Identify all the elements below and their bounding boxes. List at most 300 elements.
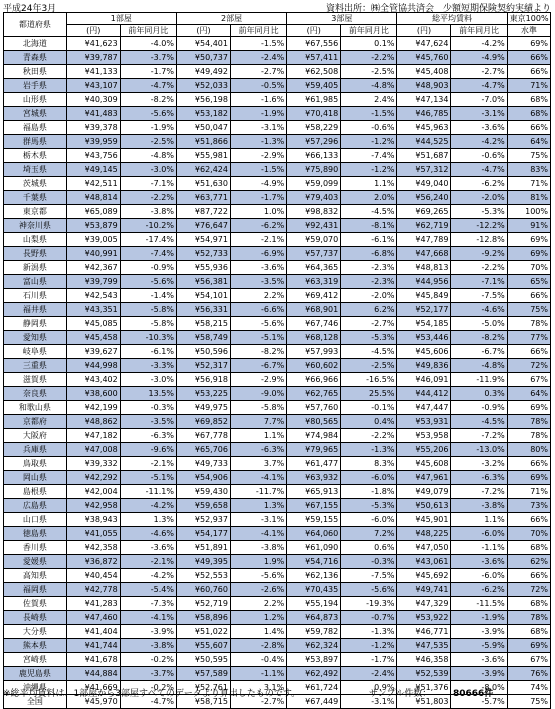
cell-1room-yoy: -6.3% — [120, 429, 176, 443]
cell-1room-rent: ¥42,778 — [66, 583, 120, 597]
cell-tokyo-level: 81% — [507, 191, 550, 205]
cell-1room-rent: ¥39,787 — [66, 51, 120, 65]
cell-2room-yoy: -0.4% — [230, 653, 286, 667]
cell-1room-yoy: -7.1% — [120, 177, 176, 191]
cell-1room-yoy: -0.9% — [120, 261, 176, 275]
cell-3room-rent: ¥66,133 — [287, 149, 341, 163]
cell-tokyo-level: 73% — [507, 499, 550, 513]
cell-2room-yoy: -8.2% — [230, 345, 286, 359]
table-row — [4, 611, 551, 625]
cell-3room-rent: ¥79,403 — [287, 191, 341, 205]
cell-tokyo-level: 66% — [507, 289, 550, 303]
table-row — [4, 415, 551, 429]
cell-2room-yoy: -1.9% — [230, 107, 286, 121]
cell-2room-yoy: -3.1% — [230, 121, 286, 135]
cell-2room-yoy: 3.7% — [230, 457, 286, 471]
cell-3room-rent: ¥58,229 — [287, 121, 341, 135]
cell-tokyo-level: 69% — [507, 401, 550, 415]
cell-avg-rent: ¥45,901 — [397, 513, 451, 527]
cell-3room-rent: ¥54,716 — [287, 555, 341, 569]
cell-avg-rent: ¥49,836 — [397, 359, 451, 373]
cell-3room-yoy: -1.3% — [341, 625, 397, 639]
cell-1room-yoy: -1.9% — [120, 121, 176, 135]
cell-prefecture: 岐阜県 — [4, 345, 67, 359]
cell-2room-rent: ¥62,424 — [176, 163, 230, 177]
cell-prefecture: 滋賀県 — [4, 373, 67, 387]
cell-avg-rent: ¥44,412 — [397, 387, 451, 401]
cell-3room-yoy: -5.6% — [341, 583, 397, 597]
table-row — [4, 331, 551, 345]
cell-3room-rent: ¥59,070 — [287, 233, 341, 247]
table-row — [4, 485, 551, 499]
cell-prefecture: 全国 — [4, 695, 67, 709]
cell-tokyo-level: 80% — [507, 443, 550, 457]
cell-tokyo-level: 68% — [507, 597, 550, 611]
cell-1room-yoy: -1.4% — [120, 289, 176, 303]
cell-avg-rent: ¥46,091 — [397, 373, 451, 387]
cell-2room-rent: ¥54,101 — [176, 289, 230, 303]
table-row — [4, 597, 551, 611]
table-row — [4, 107, 551, 121]
table-row — [4, 569, 551, 583]
cell-prefecture: 新潟県 — [4, 261, 67, 275]
cell-1room-rent: ¥40,991 — [66, 247, 120, 261]
cell-avg-rent: ¥45,408 — [397, 65, 451, 79]
cell-tokyo-level: 69% — [507, 471, 550, 485]
cell-2room-rent: ¥87,722 — [176, 205, 230, 219]
cell-1room-rent: ¥48,862 — [66, 415, 120, 429]
cell-3room-yoy: -6.1% — [341, 233, 397, 247]
cell-3room-rent: ¥70,435 — [287, 583, 341, 597]
cell-1room-yoy: -4.6% — [120, 527, 176, 541]
cell-3room-yoy: -0.6% — [341, 121, 397, 135]
cell-3room-rent: ¥68,901 — [287, 303, 341, 317]
cell-1room-yoy: 13.5% — [120, 387, 176, 401]
table-row — [4, 625, 551, 639]
subheader-yoy: 前年同月比 — [230, 25, 286, 37]
cell-1room-yoy: -0.2% — [120, 653, 176, 667]
cell-2room-rent: ¥54,401 — [176, 37, 230, 51]
cell-1room-yoy: -4.7% — [120, 79, 176, 93]
table-row — [4, 527, 551, 541]
cell-avg-rent: ¥57,312 — [397, 163, 451, 177]
cell-2room-rent: ¥51,866 — [176, 135, 230, 149]
cell-3room-yoy: 2.0% — [341, 191, 397, 205]
cell-2room-yoy: -6.9% — [230, 247, 286, 261]
cell-1room-yoy: -3.6% — [120, 541, 176, 555]
cell-prefecture: 大阪府 — [4, 429, 67, 443]
source-note: 資料出所：㈱全管協共済会 少額短期保険契約実績より — [325, 4, 551, 14]
cell-prefecture: 東京都 — [4, 205, 67, 219]
cell-avg-yoy: -4.5% — [451, 415, 507, 429]
cell-1room-rent: ¥47,182 — [66, 429, 120, 443]
cell-prefecture: 佐賀県 — [4, 597, 67, 611]
cell-2room-rent: ¥59,658 — [176, 499, 230, 513]
subheader-yoy: 前年同月比 — [120, 25, 176, 37]
cell-avg-rent: ¥47,134 — [397, 93, 451, 107]
cell-2room-rent: ¥51,891 — [176, 541, 230, 555]
cell-2room-yoy: -1.3% — [230, 135, 286, 149]
cell-tokyo-level: 66% — [507, 569, 550, 583]
cell-3room-rent: ¥74,984 — [287, 429, 341, 443]
cell-avg-rent: ¥44,956 — [397, 275, 451, 289]
table-row — [4, 163, 551, 177]
cell-avg-rent: ¥49,079 — [397, 485, 451, 499]
cell-2room-yoy: -3.6% — [230, 261, 286, 275]
cell-3room-yoy: -1.8% — [341, 485, 397, 499]
cell-prefecture: 山梨県 — [4, 233, 67, 247]
cell-tokyo-level: 68% — [507, 541, 550, 555]
cell-1room-rent: ¥41,404 — [66, 625, 120, 639]
cell-avg-rent: ¥51,687 — [397, 149, 451, 163]
cell-3room-rent: ¥68,128 — [287, 331, 341, 345]
cell-3room-rent: ¥70,418 — [287, 107, 341, 121]
col-header-avg: 総平均賃料 — [397, 13, 507, 25]
cell-2room-rent: ¥76,647 — [176, 219, 230, 233]
cell-2room-rent: ¥52,033 — [176, 79, 230, 93]
cell-avg-rent: ¥49,741 — [397, 583, 451, 597]
col-header-2room: 2部屋 — [176, 13, 286, 25]
cell-1room-rent: ¥42,543 — [66, 289, 120, 303]
cell-3room-yoy: -8.1% — [341, 219, 397, 233]
cell-avg-yoy: -5.0% — [451, 317, 507, 331]
cell-prefecture: 埼玉県 — [4, 163, 67, 177]
cell-tokyo-level: 70% — [507, 261, 550, 275]
cell-tokyo-level: 74% — [507, 681, 550, 695]
cell-tokyo-level: 69% — [507, 247, 550, 261]
cell-3room-yoy: -7.5% — [341, 569, 397, 583]
cell-avg-rent: ¥51,376 — [397, 681, 451, 695]
cell-avg-rent: ¥47,789 — [397, 233, 451, 247]
cell-avg-rent: ¥69,265 — [397, 205, 451, 219]
cell-avg-rent: ¥53,931 — [397, 415, 451, 429]
subheader-yen: (円) — [287, 25, 341, 37]
cell-avg-yoy: -5.7% — [451, 695, 507, 709]
subheader-yen: (円) — [176, 25, 230, 37]
cell-avg-yoy: -9.2% — [451, 247, 507, 261]
cell-tokyo-level: 66% — [507, 513, 550, 527]
cell-3room-rent: ¥57,411 — [287, 51, 341, 65]
cell-2room-rent: ¥50,596 — [176, 345, 230, 359]
cell-prefecture: 広島県 — [4, 499, 67, 513]
cell-2room-yoy: -2.8% — [230, 639, 286, 653]
cell-1room-rent: ¥39,005 — [66, 233, 120, 247]
cell-avg-yoy: -7.0% — [451, 93, 507, 107]
cell-1room-yoy: -0.2% — [120, 681, 176, 695]
table-row — [4, 303, 551, 317]
table-row — [4, 135, 551, 149]
table-row — [4, 555, 551, 569]
cell-avg-yoy: 1.1% — [451, 513, 507, 527]
cell-2room-rent: ¥49,975 — [176, 401, 230, 415]
table-row — [4, 51, 551, 65]
cell-1room-yoy: -4.2% — [120, 569, 176, 583]
cell-prefecture: 大分県 — [4, 625, 67, 639]
cell-3room-yoy: -2.3% — [341, 275, 397, 289]
cell-avg-rent: ¥47,329 — [397, 597, 451, 611]
cell-2room-rent: ¥49,395 — [176, 555, 230, 569]
cell-avg-yoy: -0.6% — [451, 149, 507, 163]
cell-prefecture: 宮城県 — [4, 107, 67, 121]
cell-3room-rent: ¥62,765 — [287, 387, 341, 401]
cell-prefecture: 山形県 — [4, 93, 67, 107]
cell-1room-rent: ¥39,332 — [66, 457, 120, 471]
cell-2room-yoy: -6.6% — [230, 303, 286, 317]
cell-2room-yoy: -3.5% — [230, 275, 286, 289]
table-row — [4, 443, 551, 457]
cell-3room-yoy: 6.2% — [341, 303, 397, 317]
cell-3room-yoy: -2.4% — [341, 667, 397, 681]
cell-1room-rent: ¥48,814 — [66, 191, 120, 205]
cell-1room-rent: ¥49,145 — [66, 163, 120, 177]
cell-1room-yoy: -5.8% — [120, 303, 176, 317]
table-row — [4, 359, 551, 373]
table-row — [4, 639, 551, 653]
cell-1room-rent: ¥39,627 — [66, 345, 120, 359]
cell-3room-yoy: -1.3% — [341, 443, 397, 457]
cell-1room-yoy: -3.8% — [120, 639, 176, 653]
cell-2room-rent: ¥52,937 — [176, 513, 230, 527]
table-row — [4, 79, 551, 93]
cell-1room-yoy: -4.7% — [120, 695, 176, 709]
cell-2room-rent: ¥55,936 — [176, 261, 230, 275]
cell-3room-yoy: -1.2% — [341, 639, 397, 653]
cell-1room-rent: ¥43,756 — [66, 149, 120, 163]
cell-avg-rent: ¥53,446 — [397, 331, 451, 345]
cell-2room-rent: ¥54,906 — [176, 471, 230, 485]
cell-avg-rent: ¥53,958 — [397, 429, 451, 443]
cell-3room-rent: ¥61,477 — [287, 457, 341, 471]
cell-3room-yoy: 7.2% — [341, 527, 397, 541]
cell-prefecture: 岩手県 — [4, 79, 67, 93]
cell-3room-rent: ¥92,431 — [287, 219, 341, 233]
cell-avg-rent: ¥45,606 — [397, 345, 451, 359]
sample-count-value: 80666件 — [453, 689, 494, 699]
table-row — [4, 471, 551, 485]
cell-2room-rent: ¥69,852 — [176, 415, 230, 429]
cell-2room-yoy: -6.7% — [230, 359, 286, 373]
cell-2room-yoy: -1.5% — [230, 163, 286, 177]
table-row — [4, 233, 551, 247]
table-row — [4, 289, 551, 303]
cell-avg-yoy: -6.7% — [451, 345, 507, 359]
cell-avg-yoy: -11.5% — [451, 597, 507, 611]
cell-1room-yoy: -3.7% — [120, 667, 176, 681]
cell-avg-yoy: -2.0% — [451, 191, 507, 205]
cell-3room-yoy: -1.2% — [341, 135, 397, 149]
table-row — [4, 653, 551, 667]
cell-prefecture: 兵庫県 — [4, 443, 67, 457]
table-row — [4, 667, 551, 681]
cell-2room-rent: ¥58,749 — [176, 331, 230, 345]
cell-prefecture: 宮崎県 — [4, 653, 67, 667]
cell-2room-rent: ¥52,733 — [176, 247, 230, 261]
table-row — [4, 373, 551, 387]
cell-2room-yoy: -0.5% — [230, 79, 286, 93]
cell-3room-rent: ¥67,746 — [287, 317, 341, 331]
cell-3room-rent: ¥57,993 — [287, 345, 341, 359]
cell-3room-rent: ¥62,508 — [287, 65, 341, 79]
cell-prefecture: 島根県 — [4, 485, 67, 499]
table-row — [4, 457, 551, 471]
cell-1room-rent: ¥41,055 — [66, 527, 120, 541]
cell-prefecture: 三重県 — [4, 359, 67, 373]
cell-2room-yoy: -6.2% — [230, 219, 286, 233]
table-row — [4, 345, 551, 359]
cell-avg-rent: ¥53,922 — [397, 611, 451, 625]
cell-3room-yoy: 8.3% — [341, 457, 397, 471]
subheader-yoy: 前年同月比 — [451, 25, 507, 37]
cell-3room-yoy: 25.5% — [341, 387, 397, 401]
rent-table — [3, 12, 551, 709]
table-row — [4, 219, 551, 233]
cell-1room-yoy: -2.1% — [120, 457, 176, 471]
cell-2room-yoy: -3.1% — [230, 513, 286, 527]
cell-avg-yoy: -1.1% — [451, 541, 507, 555]
cell-1room-rent: ¥45,458 — [66, 331, 120, 345]
cell-2room-rent: ¥51,022 — [176, 625, 230, 639]
table-row — [4, 429, 551, 443]
cell-tokyo-level: 68% — [507, 107, 550, 121]
cell-3room-rent: ¥62,324 — [287, 639, 341, 653]
cell-prefecture: 高知県 — [4, 569, 67, 583]
cell-1room-yoy: -5.8% — [120, 317, 176, 331]
cell-3room-rent: ¥63,932 — [287, 471, 341, 485]
cell-avg-yoy: -2.2% — [451, 261, 507, 275]
cell-tokyo-level: 75% — [507, 149, 550, 163]
cell-3room-rent: ¥75,890 — [287, 163, 341, 177]
cell-3room-rent: ¥59,405 — [287, 79, 341, 93]
cell-1room-rent: ¥44,998 — [66, 359, 120, 373]
subheader-yen: (円) — [397, 25, 451, 37]
cell-avg-yoy: -0.9% — [451, 401, 507, 415]
cell-avg-rent: ¥47,447 — [397, 401, 451, 415]
cell-avg-yoy: -6.2% — [451, 583, 507, 597]
cell-3room-rent: ¥53,897 — [287, 653, 341, 667]
cell-1room-rent: ¥43,402 — [66, 373, 120, 387]
cell-1room-yoy: -4.1% — [120, 611, 176, 625]
cell-3room-rent: ¥98,832 — [287, 205, 341, 219]
col-header-tokyo: 東京100% — [507, 13, 550, 25]
cell-3room-rent: ¥61,724 — [287, 681, 341, 695]
cell-tokyo-level: 69% — [507, 233, 550, 247]
cell-prefecture: 北海道 — [4, 37, 67, 51]
cell-prefecture: 栃木県 — [4, 149, 67, 163]
cell-1room-yoy: -3.0% — [120, 373, 176, 387]
cell-3room-yoy: -16.5% — [341, 373, 397, 387]
cell-3room-yoy: -1.2% — [341, 163, 397, 177]
cell-prefecture: 京都府 — [4, 415, 67, 429]
cell-2room-yoy: -4.1% — [230, 527, 286, 541]
cell-3room-rent: ¥55,194 — [287, 597, 341, 611]
cell-1room-yoy: -0.3% — [120, 401, 176, 415]
cell-3room-yoy: -19.3% — [341, 597, 397, 611]
cell-avg-rent: ¥45,692 — [397, 569, 451, 583]
cell-3room-rent: ¥59,155 — [287, 513, 341, 527]
cell-prefecture: 福岡県 — [4, 583, 67, 597]
cell-tokyo-level: 72% — [507, 359, 550, 373]
cell-3room-rent: ¥59,782 — [287, 625, 341, 639]
cell-2room-yoy: -3.8% — [230, 541, 286, 555]
cell-1room-rent: ¥36,872 — [66, 555, 120, 569]
cell-1room-yoy: -4.8% — [120, 149, 176, 163]
table-row — [4, 541, 551, 555]
table-row — [4, 121, 551, 135]
cell-tokyo-level: 62% — [507, 555, 550, 569]
cell-avg-yoy: -4.8% — [451, 359, 507, 373]
cell-avg-yoy: -3.6% — [451, 121, 507, 135]
cell-3room-yoy: -0.1% — [341, 401, 397, 415]
cell-avg-rent: ¥44,525 — [397, 135, 451, 149]
cell-2room-yoy: -5.8% — [230, 401, 286, 415]
cell-3room-yoy: -4.5% — [341, 345, 397, 359]
cell-2room-rent: ¥58,715 — [176, 695, 230, 709]
cell-3room-yoy: -2.5% — [341, 65, 397, 79]
table-row — [4, 93, 551, 107]
cell-prefecture: 千葉県 — [4, 191, 67, 205]
cell-prefecture: 愛知県 — [4, 331, 67, 345]
subheader-yoy: 前年同月比 — [341, 25, 397, 37]
sample-count-label: サンプル件数： — [369, 689, 432, 699]
cell-1room-rent: ¥42,958 — [66, 499, 120, 513]
cell-prefecture: 石川県 — [4, 289, 67, 303]
cell-2room-yoy: 2.2% — [230, 597, 286, 611]
cell-1room-rent: ¥42,367 — [66, 261, 120, 275]
report-date: 平成24年3月 — [3, 4, 57, 14]
cell-avg-yoy: -8.2% — [451, 331, 507, 345]
cell-2room-yoy: 1.0% — [230, 205, 286, 219]
cell-prefecture: 愛媛県 — [4, 555, 67, 569]
cell-2room-yoy: 1.2% — [230, 611, 286, 625]
cell-1room-rent: ¥41,678 — [66, 653, 120, 667]
cell-1room-yoy: -2.5% — [120, 135, 176, 149]
cell-prefecture: 和歌山県 — [4, 401, 67, 415]
cell-tokyo-level: 71% — [507, 485, 550, 499]
cell-1room-yoy: -5.4% — [120, 583, 176, 597]
cell-1room-rent: ¥42,511 — [66, 177, 120, 191]
cell-1room-rent: ¥45,970 — [66, 695, 120, 709]
cell-3room-yoy: -4.8% — [341, 79, 397, 93]
cell-1room-rent: ¥42,358 — [66, 541, 120, 555]
cell-avg-yoy: -3.6% — [451, 555, 507, 569]
cell-1room-rent: ¥38,600 — [66, 387, 120, 401]
table-row — [4, 401, 551, 415]
cell-avg-yoy: -7.1% — [451, 275, 507, 289]
cell-tokyo-level: 78% — [507, 415, 550, 429]
cell-1room-yoy: -1.7% — [120, 65, 176, 79]
cell-avg-yoy: -1.9% — [451, 611, 507, 625]
cell-tokyo-level: 64% — [507, 387, 550, 401]
cell-avg-yoy: -7.5% — [451, 289, 507, 303]
cell-1room-yoy: -3.3% — [120, 359, 176, 373]
cell-2room-yoy: -5.6% — [230, 317, 286, 331]
table-row — [4, 177, 551, 191]
cell-avg-rent: ¥62,719 — [397, 219, 451, 233]
cell-3room-rent: ¥57,296 — [287, 135, 341, 149]
cell-1room-rent: ¥41,744 — [66, 639, 120, 653]
cell-1room-yoy: -5.6% — [120, 107, 176, 121]
cell-2room-rent: ¥52,317 — [176, 359, 230, 373]
cell-avg-yoy: -7.2% — [451, 485, 507, 499]
cell-2room-rent: ¥54,177 — [176, 527, 230, 541]
footer-note: ※総平均賃料は、1部屋から3部屋すべてのデータより算出したものです。 — [3, 689, 301, 699]
cell-tokyo-level: 69% — [507, 37, 550, 51]
cell-avg-yoy: -12.8% — [451, 233, 507, 247]
cell-2room-rent: ¥54,971 — [176, 233, 230, 247]
cell-avg-rent: ¥45,963 — [397, 121, 451, 135]
cell-tokyo-level: 72% — [507, 583, 550, 597]
cell-1room-rent: ¥41,483 — [66, 107, 120, 121]
